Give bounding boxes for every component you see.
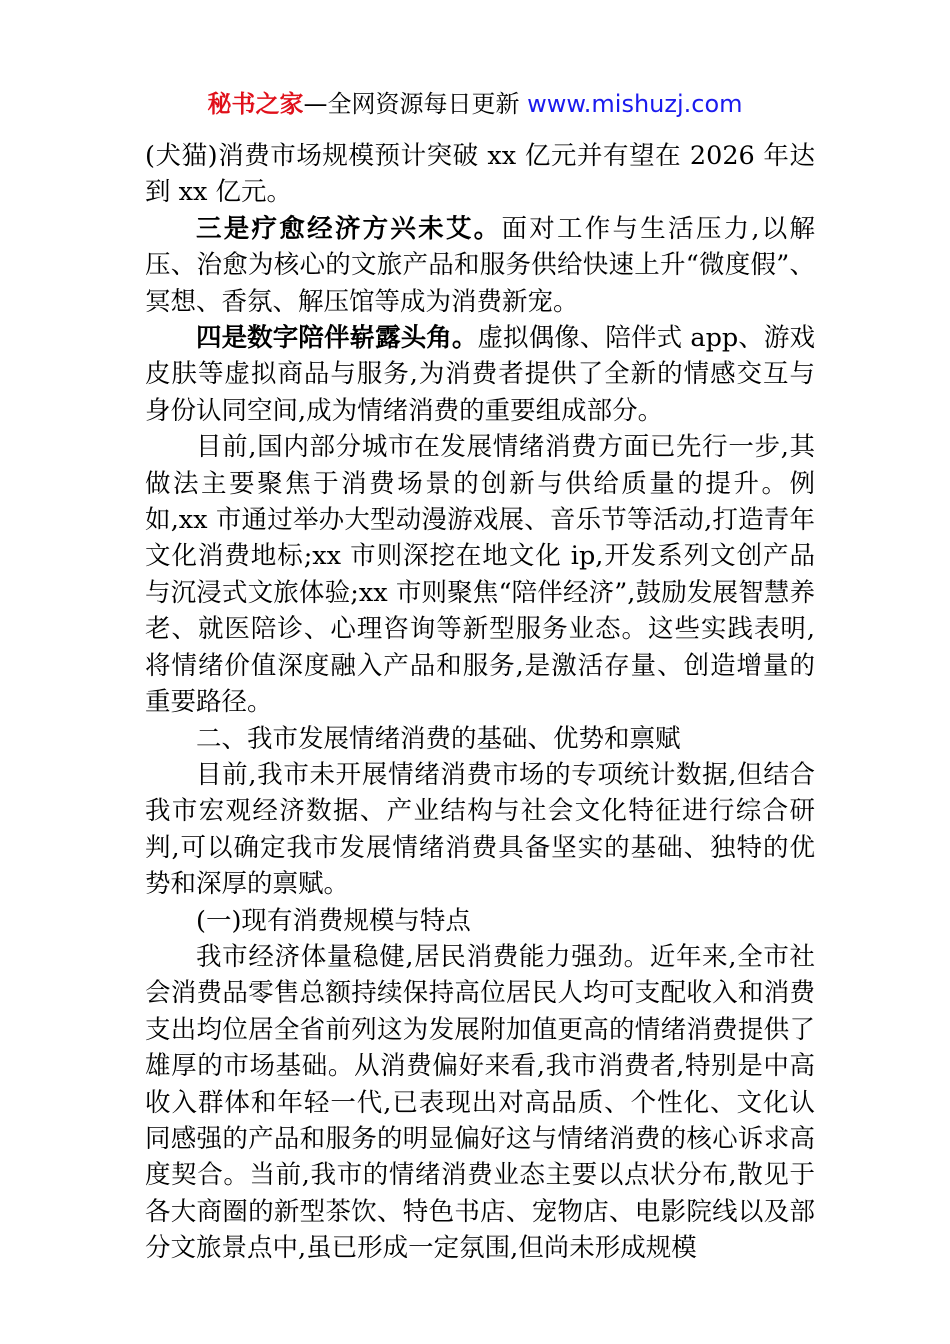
section-heading-2: 二、我市发展情绪消费的基础、优势和禀赋: [196, 723, 681, 754]
paragraph-2: [145, 211, 815, 320]
paragraph-8: 我市经济体量稳健,居民消费能力强劲。近年来,全市社会消费品零售总额持续保持高位居民人均可支配收入和消费支出均位居全省前列这为发展附加值更高的情绪消费提供了雄厚的市场基础。从消费偏好来看,我市消费者,特别是中高收入群体和年轻一代,已表现出对高品质、个性化、文化认同感强的产品和服务的明显偏好这与情绪消费的核心诉求高度契合。当前,我市的情绪消费业态主要以点状分布,散见于各大商圈的新型茶饮、特色书店、宠物店、电影院线以及部分文旅景点中,虽已形成一定氛围,但尚未形成规模: [145, 941, 815, 1264]
document-body: [145, 138, 815, 1267]
brand-name: 秘书之家: [207, 90, 304, 118]
site-header: [0, 86, 950, 122]
paragraph-2-text: 面对工作与生活压力,以解压、治愈为核心的文旅产品和服务供给快速上升“微度假”、冥想、香氛、解压馆等成为消费新宠。: [145, 213, 815, 317]
header-tagline: —全网资源每日更新: [303, 90, 528, 118]
paragraph-1: (犬猫)消费市场规模预计突破 xx 亿元并有望在 2026 年达到 xx 亿元。: [145, 141, 815, 208]
paragraph-3-lead: 四是数字陪伴崭露头角。: [196, 323, 478, 354]
paragraph-3-text: 虚拟偶像、陪伴式 app、游戏皮肤等虚拟商品与服务,为消费者提供了全新的情感交互与身份认同空间,成为情绪消费的重要组成部分。: [145, 323, 815, 426]
paragraph-6: 目前,我市未开展情绪消费市场的专项统计数据,但结合我市宏观经济数据、产业结构与社会文化特征进行综合研判,可以确定我市发展情绪消费具备坚实的基础、独特的优势和深厚的禀赋。: [145, 759, 815, 900]
subsection-heading-1: (一)现有消费规模与特点: [196, 905, 471, 936]
paragraph-2-lead: 三是疗愈经济方兴未艾。: [196, 213, 502, 244]
paragraph-3: [145, 320, 815, 429]
paragraph-4: 目前,国内部分城市在发展情绪消费方面已先行一步,其做法主要聚焦于消费场景的创新与供给质量的提升。例如,xx 市通过举办大型动漫游戏展、音乐节等活动,打造青年文化消费地标;xx 市则深挖在地文化 ip,开发系列文创产品与沉浸式文旅体验;xx 市则聚焦“陪伴经济”,鼓励发展智慧养老、就医陪诊、心理咨询等新型服务业态。这些实践表明,将情绪价值深度融入产品和服务,是激活存量、创造增量的重要路径。: [145, 432, 815, 718]
site-url-link[interactable]: www.mishuzj.com: [527, 90, 743, 118]
